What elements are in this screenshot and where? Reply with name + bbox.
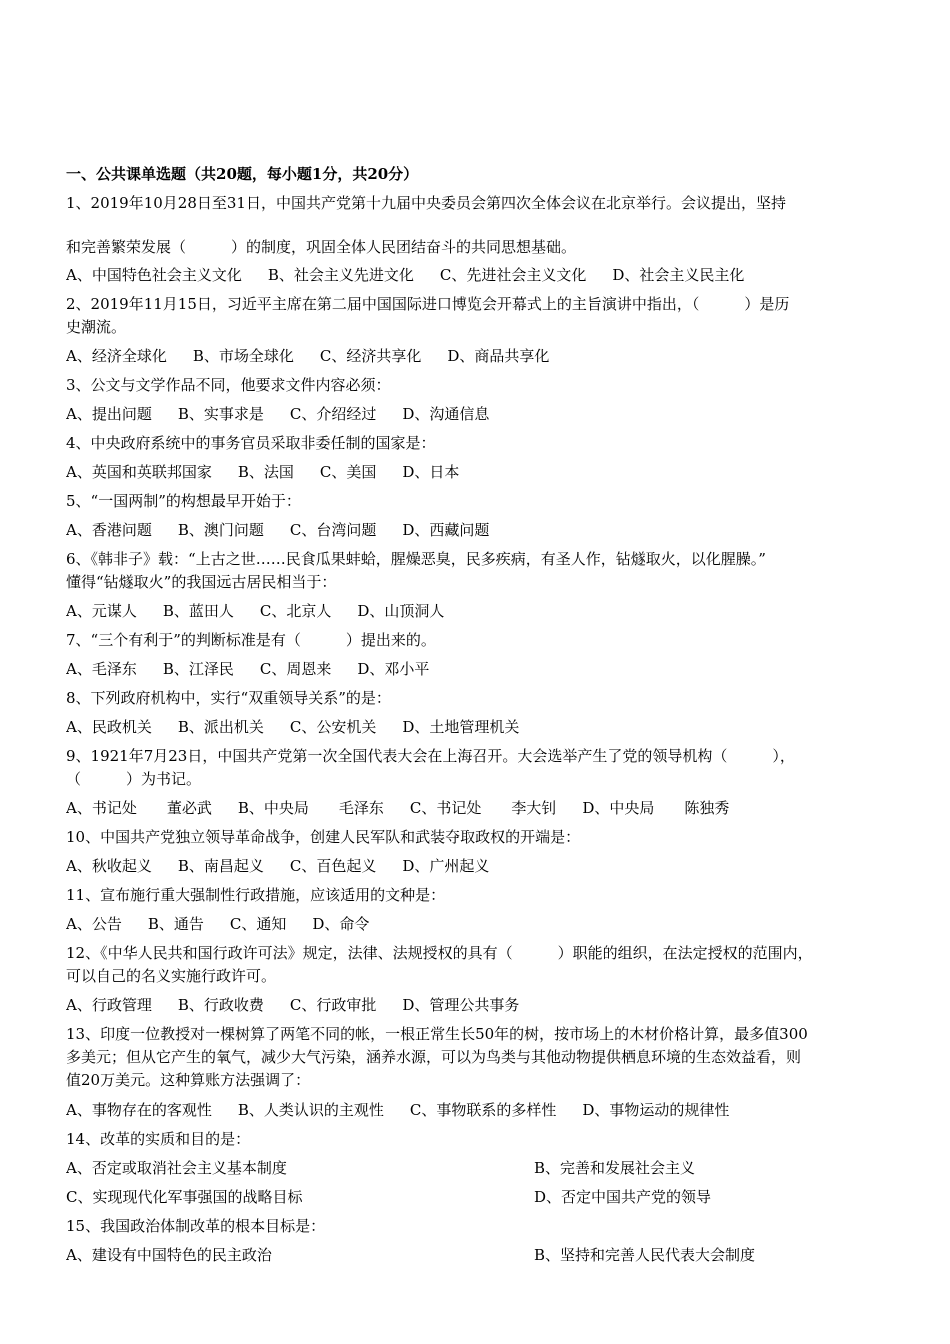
option-c: C、美国 xyxy=(319,463,377,481)
question-12-options xyxy=(66,994,886,1016)
option-d: D、广州起义 xyxy=(402,857,490,875)
option-c: C、行政审批 xyxy=(289,996,377,1014)
option-c: C、介绍经过 xyxy=(289,405,377,423)
option-a: A、民政机关 xyxy=(66,718,152,736)
option-a: A、行政管理 xyxy=(66,996,152,1014)
option-a: A、秋收起义 xyxy=(66,857,152,875)
option-d: D、社会主义民主化 xyxy=(612,266,745,284)
question-5-stem: 5、“一国两制”的构想最早开始于： xyxy=(66,492,301,510)
option-b: B、通告 xyxy=(147,915,204,933)
option-d: D、商品共享化 xyxy=(447,347,550,365)
question-11-stem: 11、宣布施行重大强制性行政措施，应该适用的文种是： xyxy=(66,886,446,904)
option-b: B、中央局 毛泽东 xyxy=(237,799,384,817)
option-a: A、元谋人 xyxy=(66,602,137,620)
option-a: A、否定或取消社会主义基本制度 xyxy=(66,1159,287,1177)
question-9-stem-line-2: （ ）为书记。 xyxy=(66,770,202,788)
option-b: B、南昌起义 xyxy=(177,857,264,875)
question-8-stem: 8、下列政府机构中，实行“双重领导关系”的是： xyxy=(66,689,391,707)
question-6-stem-line-1: 6、《韩非子》载：“上古之世……民食瓜果蚌蛤，腥燥恶臭，民多疾病，有圣人作，钻燧取火，以化腥臊。” xyxy=(66,550,766,568)
option-b: B、澳门问题 xyxy=(177,521,264,539)
option-a: A、事物存在的客观性 xyxy=(66,1101,212,1119)
question-5-options xyxy=(66,519,886,541)
question-15-options-row-1 xyxy=(66,1244,886,1266)
option-d: D、邓小平 xyxy=(357,660,430,678)
option-c: C、经济共享化 xyxy=(319,347,422,365)
question-13-options xyxy=(66,1099,886,1121)
option-a: A、公告 xyxy=(66,915,122,933)
question-7-stem: 7、“三个有利于”的判断标准是有（ ）提出来的。 xyxy=(66,631,436,649)
option-c: C、台湾问题 xyxy=(289,521,377,539)
option-d: D、土地管理机关 xyxy=(402,718,520,736)
question-2-stem-line-1: 2、2019年11月15日，习近平主席在第二届中国国际进口博览会开幕式上的主旨演讲中指出，（ ）是历 xyxy=(66,295,790,313)
question-9-stem-line-1: 9、1921年7月23日，中国共产党第一次全国代表大会在上海召开。大会选举产生了党的领导机构（ ）， xyxy=(66,747,795,765)
option-c: C、北京人 xyxy=(259,602,332,620)
question-7-options xyxy=(66,658,886,680)
option-d: D、管理公共事务 xyxy=(402,996,520,1014)
question-13-stem-line-1: 13、印度一位教授对一棵树算了两笔不同的帐，一根正常生长50年的树，按市场上的木材价格计算，最多值300 xyxy=(66,1025,808,1043)
question-2-stem-line-2: 史潮流。 xyxy=(66,318,127,336)
question-1-stem-line-2: 和完善繁荣发展（ ）的制度，巩固全体人民团结奋斗的共同思想基础。 xyxy=(66,238,577,256)
option-b: B、实事求是 xyxy=(177,405,264,423)
question-6-stem-line-2: 懂得“钻燧取火”的我国远古居民相当于： xyxy=(66,573,337,591)
option-c: C、通知 xyxy=(229,915,287,933)
section-title: 一、公共课单选题（共20题，每小题1分，共20分） xyxy=(66,165,419,183)
option-b: B、派出机关 xyxy=(177,718,264,736)
question-6-options xyxy=(66,600,886,622)
option-d: D、日本 xyxy=(402,463,460,481)
question-2-options xyxy=(66,345,886,367)
question-10-options xyxy=(66,855,886,877)
option-c: C、百色起义 xyxy=(289,857,377,875)
question-12-stem-line-2: 可以自己的名义实施行政许可。 xyxy=(66,967,277,985)
option-c: C、周恩来 xyxy=(259,660,332,678)
question-10-stem: 10、中国共产党独立领导革命战争，创建人民军队和武装夺取政权的开端是： xyxy=(66,828,581,846)
question-4-stem: 4、中央政府系统中的事务官员采取非委任制的国家是： xyxy=(66,434,436,452)
option-d: D、否定中国共产党的领导 xyxy=(534,1188,712,1206)
option-b: B、市场全球化 xyxy=(192,347,294,365)
question-1-stem-line-1: 1、2019年10月28日至31日，中国共产党第十九届中央委员会第四次全体会议在北京举行。会议提出，坚持 xyxy=(66,194,786,212)
option-d: D、命令 xyxy=(312,915,370,933)
option-d: D、山顶洞人 xyxy=(357,602,445,620)
option-d: D、西藏问题 xyxy=(402,521,490,539)
question-14-options-row-1 xyxy=(66,1157,886,1179)
question-13-stem-line-2: 多美元；但从它产生的氧气，减少大气污染，涵养水源，可以为鸟类与其他动物提供栖息环境的生态效益看，则 xyxy=(66,1048,802,1066)
question-3-stem: 3、公文与文学作品不同，他要求文件内容必须： xyxy=(66,376,391,394)
option-a: A、提出问题 xyxy=(66,405,152,423)
option-d: D、沟通信息 xyxy=(402,405,490,423)
option-b: B、蓝田人 xyxy=(162,602,234,620)
question-15-stem: 15、我国政治体制改革的根本目标是： xyxy=(66,1217,326,1235)
question-8-options xyxy=(66,716,886,738)
option-b: B、法国 xyxy=(237,463,294,481)
question-13-stem-line-3: 值20万美元。这种算账方法强调了： xyxy=(66,1071,311,1089)
question-11-options xyxy=(66,913,886,935)
option-a: A、经济全球化 xyxy=(66,347,167,365)
question-14-options-row-2 xyxy=(66,1186,886,1208)
option-b: B、社会主义先进文化 xyxy=(267,266,414,284)
option-a: A、英国和英联邦国家 xyxy=(66,463,212,481)
question-1-options xyxy=(66,264,886,286)
option-c: C、先进社会主义文化 xyxy=(439,266,587,284)
option-a: A、建设有中国特色的民主政治 xyxy=(66,1246,272,1264)
question-9-options xyxy=(66,797,886,819)
option-a: A、书记处 董必武 xyxy=(66,799,212,817)
question-12-stem-line-1: 12、《中华人民共和国行政许可法》规定，法律、法规授权的具有（ ）职能的组织，在法定授权的范围内， xyxy=(66,944,813,962)
option-a: A、香港问题 xyxy=(66,521,152,539)
option-d: D、事物运动的规律性 xyxy=(582,1101,730,1119)
option-a: A、毛泽东 xyxy=(66,660,137,678)
option-c: C、实现现代化军事强国的战略目标 xyxy=(66,1188,303,1206)
option-b: B、完善和发展社会主义 xyxy=(534,1159,696,1177)
option-b: B、江泽民 xyxy=(162,660,234,678)
question-14-stem: 14、改革的实质和目的是： xyxy=(66,1130,251,1148)
option-b: B、人类认识的主观性 xyxy=(237,1101,384,1119)
option-b: B、坚持和完善人民代表大会制度 xyxy=(534,1246,756,1264)
option-c: C、书记处 李大钊 xyxy=(409,799,557,817)
option-d: D、中央局 陈独秀 xyxy=(582,799,730,817)
option-b: B、行政收费 xyxy=(177,996,264,1014)
option-a: A、中国特色社会主义文化 xyxy=(66,266,242,284)
question-3-options xyxy=(66,403,886,425)
option-c: C、公安机关 xyxy=(289,718,377,736)
question-4-options xyxy=(66,461,886,483)
option-c: C、事物联系的多样性 xyxy=(409,1101,557,1119)
